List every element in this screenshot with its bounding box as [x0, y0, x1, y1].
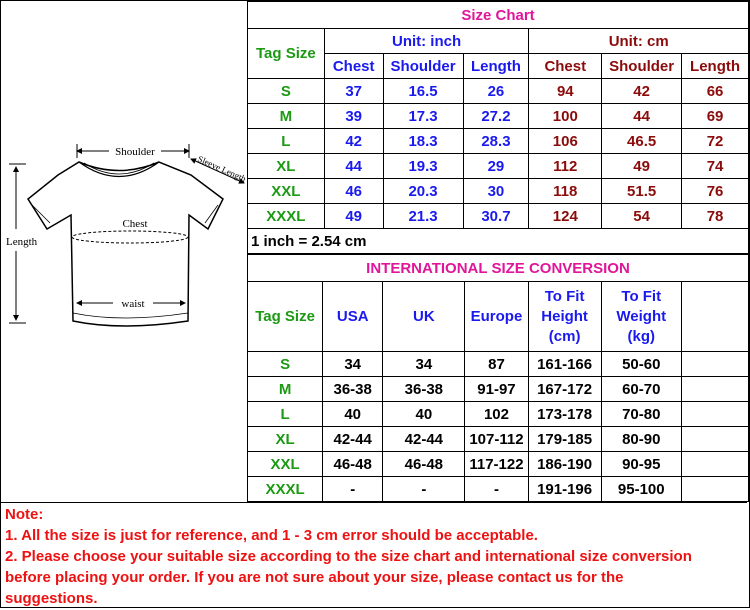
intl-header-tag-size: Tag Size	[248, 282, 323, 352]
size-chart-table	[247, 1, 749, 254]
cm-shoulder-cell: 49	[602, 154, 682, 179]
intl-weight-cell: 90-95	[601, 452, 681, 477]
intl-weight-cell: 95-100	[601, 477, 681, 502]
cm-shoulder-cell: 42	[602, 79, 682, 104]
intl-usa-cell: 34	[323, 352, 383, 377]
cm-length-cell: 72	[682, 129, 749, 154]
intl-europe-cell: 102	[465, 402, 528, 427]
intl-weight-cell: 50-60	[601, 352, 681, 377]
intl-header-weight: To Fit Weight (kg)	[601, 282, 681, 352]
inch-shoulder-cell: 17.3	[383, 104, 463, 129]
cm-shoulder-cell: 46.5	[602, 129, 682, 154]
intl-empty-cell	[681, 477, 748, 502]
note-line-2b: before placing your order. If you are not sure about your size, please contact us for the	[5, 569, 624, 586]
size-chart-title: Size Chart	[248, 2, 749, 29]
inch-length-cell: 27.2	[463, 104, 529, 129]
intl-europe-cell: 107-112	[465, 427, 528, 452]
cm-length-cell: 74	[682, 154, 749, 179]
inch-chest-cell: 39	[324, 104, 383, 129]
intl-usa-cell: -	[323, 477, 383, 502]
cm-chest-cell: 106	[529, 129, 602, 154]
intl-uk-cell: -	[383, 477, 465, 502]
intl-europe-cell: 91-97	[465, 377, 528, 402]
notes-heading: Note:	[5, 506, 44, 523]
intl-weight-cell: 70-80	[601, 402, 681, 427]
size-chart-row	[248, 129, 749, 154]
intl-header-usa: USA	[323, 282, 383, 352]
intl-tag-size-cell: M	[248, 377, 323, 402]
intl-usa-cell: 40	[323, 402, 383, 427]
length-label: Length	[6, 236, 38, 248]
inch-chest-cell: 46	[324, 179, 383, 204]
intl-empty-cell	[681, 282, 748, 352]
waist-label: waist	[121, 298, 145, 310]
tag-size-cell: XXL	[248, 179, 325, 204]
intl-tag-size-cell: XXXL	[248, 477, 323, 502]
cm-chest-cell: 118	[529, 179, 602, 204]
intl-uk-cell: 34	[383, 352, 465, 377]
tag-size-header: Tag Size	[248, 29, 325, 79]
inch-chest-cell: 44	[324, 154, 383, 179]
intl-usa-cell: 46-48	[323, 452, 383, 477]
inch-length-cell: 29	[463, 154, 529, 179]
cm-length-cell: 66	[682, 79, 749, 104]
intl-tag-size-cell: L	[248, 402, 323, 427]
intl-header-uk: UK	[383, 282, 465, 352]
cm-chest-cell: 100	[529, 104, 602, 129]
intl-size-row	[248, 352, 749, 377]
intl-uk-cell: 46-48	[383, 452, 465, 477]
intl-europe-cell: 87	[465, 352, 528, 377]
intl-tag-size-cell: XL	[248, 427, 323, 452]
inch-length-cell: 26	[463, 79, 529, 104]
inch-chest-cell: 42	[324, 129, 383, 154]
shoulder-label: Shoulder	[115, 146, 155, 158]
column-header: Shoulder	[602, 54, 682, 79]
size-chart-row	[248, 79, 749, 104]
cm-shoulder-cell: 51.5	[602, 179, 682, 204]
inch-shoulder-cell: 20.3	[383, 179, 463, 204]
inch-cm-conversion-note: 1 inch = 2.54 cm	[248, 229, 749, 254]
cm-length-cell: 78	[682, 204, 749, 229]
column-header: Length	[463, 54, 529, 79]
intl-empty-cell	[681, 377, 748, 402]
size-chart-row	[248, 104, 749, 129]
intl-size-row	[248, 402, 749, 427]
inch-length-cell: 30	[463, 179, 529, 204]
inch-length-cell: 28.3	[463, 129, 529, 154]
intl-usa-cell: 42-44	[323, 427, 383, 452]
note-line-1: 1. All the size is just for reference, and 1 - 3 cm error should be acceptable.	[5, 527, 538, 544]
intl-height-cell: 167-172	[528, 377, 601, 402]
column-header: Length	[682, 54, 749, 79]
tag-size-cell: XL	[248, 154, 325, 179]
inch-shoulder-cell: 18.3	[383, 129, 463, 154]
chest-label: Chest	[122, 218, 148, 230]
intl-size-row	[248, 477, 749, 502]
column-header: Chest	[529, 54, 602, 79]
column-header: Shoulder	[383, 54, 463, 79]
tag-size-cell: S	[248, 79, 325, 104]
cm-chest-cell: 112	[529, 154, 602, 179]
intl-size-row	[248, 427, 749, 452]
intl-tag-size-cell: XXL	[248, 452, 323, 477]
cm-chest-cell: 94	[529, 79, 602, 104]
inch-chest-cell: 37	[324, 79, 383, 104]
cm-length-cell: 69	[682, 104, 749, 129]
tag-size-cell: L	[248, 129, 325, 154]
unit-inch-header: Unit: inch	[324, 29, 529, 54]
unit-cm-header: Unit: cm	[529, 29, 749, 54]
intl-empty-cell	[681, 427, 748, 452]
intl-height-cell: 179-185	[528, 427, 601, 452]
cm-length-cell: 76	[682, 179, 749, 204]
intl-tag-size-cell: S	[248, 352, 323, 377]
international-title: INTERNATIONAL SIZE CONVERSION	[248, 255, 749, 282]
international-size-table	[247, 254, 749, 502]
intl-europe-cell: -	[465, 477, 528, 502]
inch-shoulder-cell: 19.3	[383, 154, 463, 179]
intl-height-cell: 186-190	[528, 452, 601, 477]
tag-size-cell: XXXL	[248, 204, 325, 229]
intl-usa-cell: 36-38	[323, 377, 383, 402]
intl-uk-cell: 42-44	[383, 427, 465, 452]
intl-uk-cell: 40	[383, 402, 465, 427]
intl-empty-cell	[681, 452, 748, 477]
cm-chest-cell: 124	[529, 204, 602, 229]
column-header: Chest	[324, 54, 383, 79]
tag-size-cell: M	[248, 104, 325, 129]
intl-size-row	[248, 452, 749, 477]
tshirt-diagram-panel	[1, 1, 248, 501]
size-chart-row	[248, 179, 749, 204]
sleeve-length-label: Sleeve Length	[196, 153, 247, 184]
intl-empty-cell	[681, 352, 748, 377]
intl-weight-cell: 80-90	[601, 427, 681, 452]
inch-shoulder-cell: 16.5	[383, 79, 463, 104]
size-chart-row	[248, 154, 749, 179]
intl-size-row	[248, 377, 749, 402]
inch-length-cell: 30.7	[463, 204, 529, 229]
intl-europe-cell: 117-122	[465, 452, 528, 477]
note-line-2a: 2. Please choose your suitable size according to the size chart and international size conversion	[5, 548, 692, 565]
notes-section	[1, 502, 747, 610]
cm-shoulder-cell: 44	[602, 104, 682, 129]
intl-empty-cell	[681, 402, 748, 427]
intl-height-cell: 173-178	[528, 402, 601, 427]
cm-shoulder-cell: 54	[602, 204, 682, 229]
intl-uk-cell: 36-38	[383, 377, 465, 402]
note-line-2c: suggestions.	[5, 590, 98, 607]
intl-height-cell: 191-196	[528, 477, 601, 502]
inch-chest-cell: 49	[324, 204, 383, 229]
intl-height-cell: 161-166	[528, 352, 601, 377]
inch-shoulder-cell: 21.3	[383, 204, 463, 229]
size-chart-row	[248, 204, 749, 229]
intl-header-europe: Europe	[465, 282, 528, 352]
intl-weight-cell: 60-70	[601, 377, 681, 402]
tshirt-diagram	[1, 1, 247, 501]
intl-header-height: To Fit Height (cm)	[528, 282, 601, 352]
